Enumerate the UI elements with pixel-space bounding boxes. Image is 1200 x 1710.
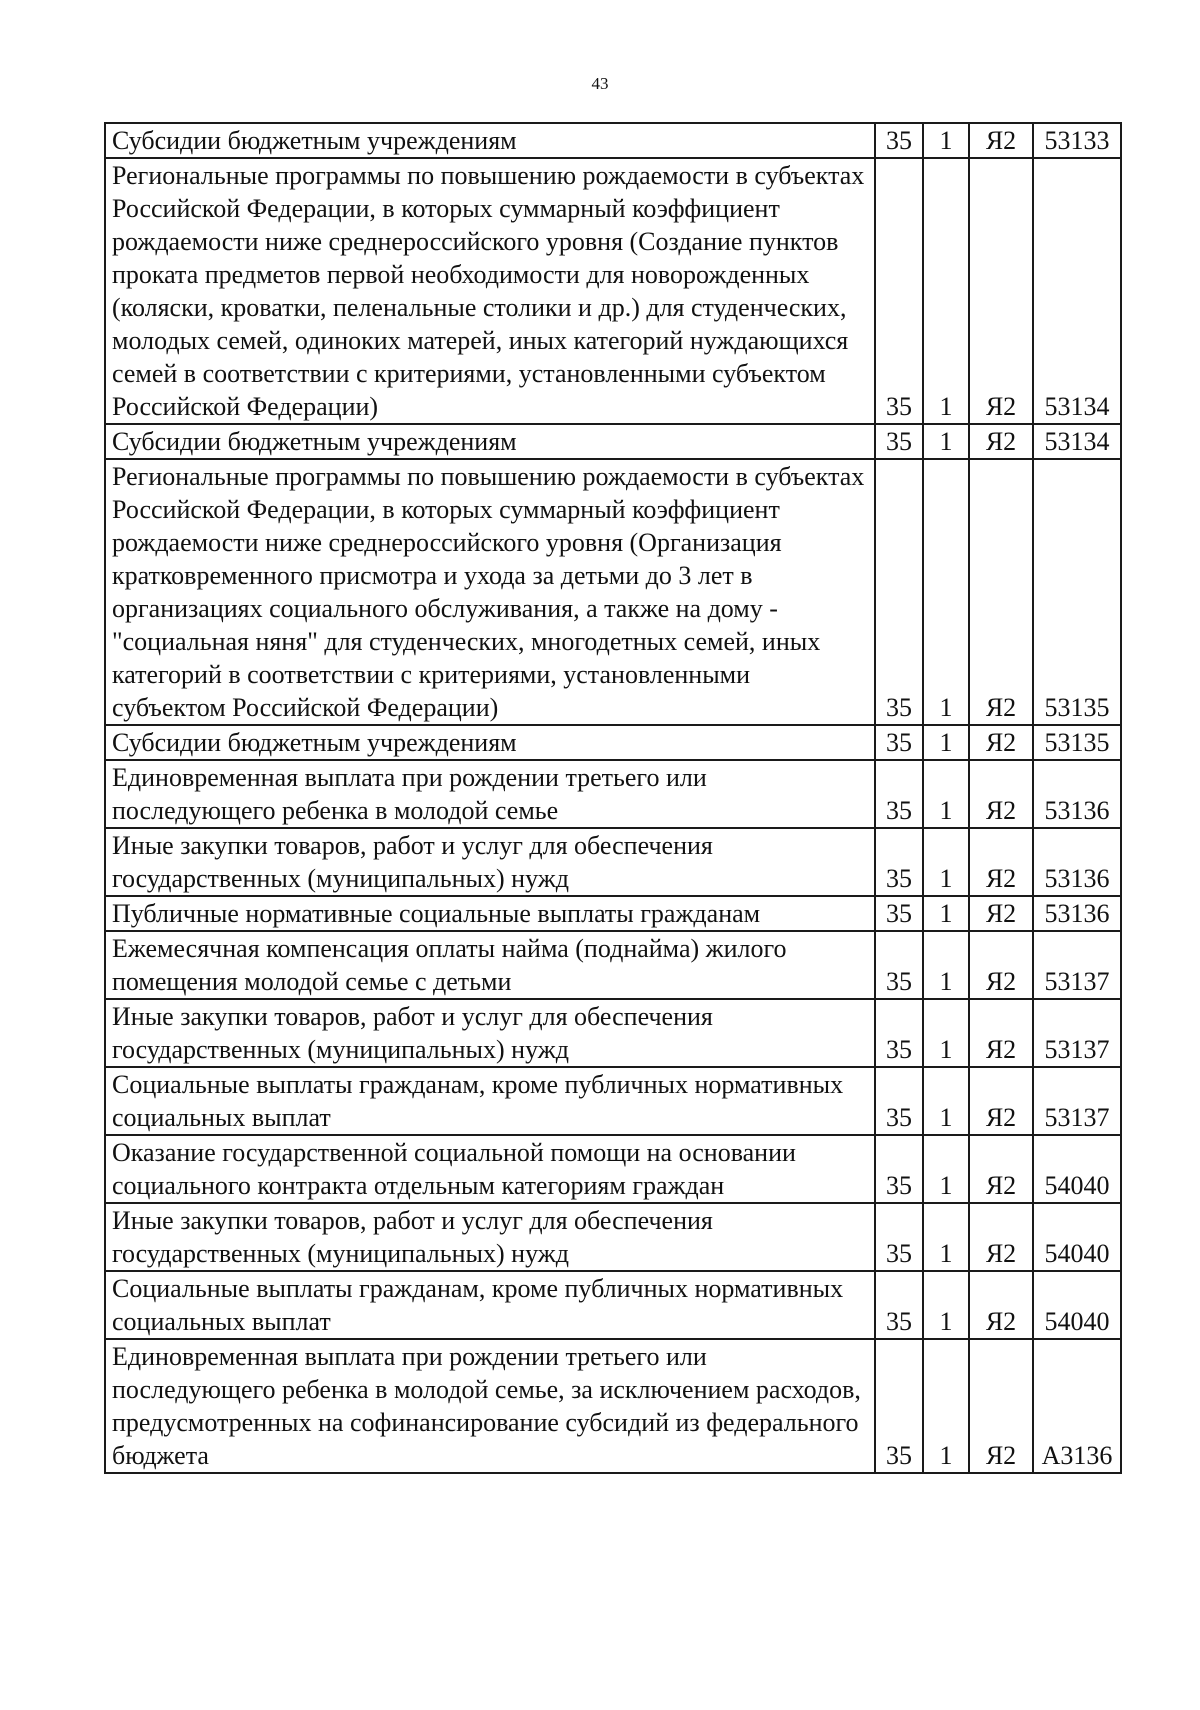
target-code: 53136 xyxy=(1033,760,1121,828)
section-code: 35 xyxy=(875,1271,923,1339)
program-code: Я2 xyxy=(969,828,1033,896)
table-row xyxy=(105,1339,1121,1473)
table-row xyxy=(105,158,1121,424)
subsection-code: 1 xyxy=(923,424,969,459)
target-code: 53137 xyxy=(1033,999,1121,1067)
program-code: Я2 xyxy=(969,123,1033,158)
table-row xyxy=(105,828,1121,896)
section-code: 35 xyxy=(875,424,923,459)
target-code: 53137 xyxy=(1033,931,1121,999)
program-code: Я2 xyxy=(969,158,1033,424)
table-row xyxy=(105,1203,1121,1271)
expense-item-name: Оказание государственной социальной помощи на основании социального контракта отдельным категориям граждан xyxy=(105,1135,875,1203)
section-code: 35 xyxy=(875,1135,923,1203)
expense-item-name: Публичные нормативные социальные выплаты гражданам xyxy=(105,896,875,931)
expense-item-name: Иные закупки товаров, работ и услуг для обеспечения государственных (муниципальных) нужд xyxy=(105,1203,875,1271)
subsection-code: 1 xyxy=(923,725,969,760)
target-code: 53134 xyxy=(1033,424,1121,459)
target-code: 53136 xyxy=(1033,828,1121,896)
subsection-code: 1 xyxy=(923,459,969,725)
table-row xyxy=(105,725,1121,760)
target-code: 54040 xyxy=(1033,1203,1121,1271)
expense-item-name: Социальные выплаты гражданам, кроме публичных нормативных социальных выплат xyxy=(105,1067,875,1135)
subsection-code: 1 xyxy=(923,123,969,158)
section-code: 35 xyxy=(875,725,923,760)
target-code: 53135 xyxy=(1033,459,1121,725)
section-code: 35 xyxy=(875,459,923,725)
table-row xyxy=(105,459,1121,725)
section-code: 35 xyxy=(875,828,923,896)
section-code: 35 xyxy=(875,931,923,999)
program-code: Я2 xyxy=(969,1339,1033,1473)
section-code: 35 xyxy=(875,123,923,158)
table-row xyxy=(105,896,1121,931)
expense-item-name: Иные закупки товаров, работ и услуг для обеспечения государственных (муниципальных) нужд xyxy=(105,828,875,896)
expense-item-name: Региональные программы по повышению рождаемости в субъектах Российской Федерации, в которых суммарный коэффициент рождаемости ниже среднероссийского уровня (Организация кратковременного присмотра и ухода за детьми до 3 лет в организациях социального обслуживания, а также на дому - "социальная няня" для студенческих, многодетных семей, иных категорий в соответствии с критериями, установленными субъектом Российской Федерации) xyxy=(105,459,875,725)
subsection-code: 1 xyxy=(923,896,969,931)
program-code: Я2 xyxy=(969,1271,1033,1339)
table-row xyxy=(105,931,1121,999)
subsection-code: 1 xyxy=(923,999,969,1067)
target-code: 53135 xyxy=(1033,725,1121,760)
section-code: 35 xyxy=(875,1203,923,1271)
table-row xyxy=(105,760,1121,828)
section-code: 35 xyxy=(875,999,923,1067)
expense-item-name: Субсидии бюджетным учреждениям xyxy=(105,725,875,760)
subsection-code: 1 xyxy=(923,1271,969,1339)
expense-item-name: Социальные выплаты гражданам, кроме публичных нормативных социальных выплат xyxy=(105,1271,875,1339)
program-code: Я2 xyxy=(969,725,1033,760)
table-body xyxy=(105,123,1121,1473)
table-row xyxy=(105,123,1121,158)
target-code: А3136 xyxy=(1033,1339,1121,1473)
target-code: 53137 xyxy=(1033,1067,1121,1135)
expense-item-name: Субсидии бюджетным учреждениям xyxy=(105,424,875,459)
table-row xyxy=(105,424,1121,459)
budget-classification-table xyxy=(104,122,1122,1474)
section-code: 35 xyxy=(875,760,923,828)
subsection-code: 1 xyxy=(923,1067,969,1135)
target-code: 53134 xyxy=(1033,158,1121,424)
subsection-code: 1 xyxy=(923,1135,969,1203)
program-code: Я2 xyxy=(969,760,1033,828)
program-code: Я2 xyxy=(969,999,1033,1067)
target-code: 53133 xyxy=(1033,123,1121,158)
expense-item-name: Иные закупки товаров, работ и услуг для обеспечения государственных (муниципальных) нужд xyxy=(105,999,875,1067)
expense-item-name: Ежемесячная компенсация оплаты найма (поднайма) жилого помещения молодой семье с детьми xyxy=(105,931,875,999)
expense-item-name: Субсидии бюджетным учреждениям xyxy=(105,123,875,158)
program-code: Я2 xyxy=(969,1203,1033,1271)
program-code: Я2 xyxy=(969,931,1033,999)
subsection-code: 1 xyxy=(923,760,969,828)
subsection-code: 1 xyxy=(923,158,969,424)
section-code: 35 xyxy=(875,1067,923,1135)
program-code: Я2 xyxy=(969,459,1033,725)
target-code: 53136 xyxy=(1033,896,1121,931)
table-row xyxy=(105,999,1121,1067)
section-code: 35 xyxy=(875,896,923,931)
subsection-code: 1 xyxy=(923,1203,969,1271)
expense-item-name: Единовременная выплата при рождении третьего или последующего ребенка в молодой семье, за исключением расходов, предусмотренных на софинансирование субсидий из федерального бюджета xyxy=(105,1339,875,1473)
section-code: 35 xyxy=(875,1339,923,1473)
table-row xyxy=(105,1067,1121,1135)
page-number: 43 xyxy=(591,74,609,93)
subsection-code: 1 xyxy=(923,931,969,999)
target-code: 54040 xyxy=(1033,1135,1121,1203)
program-code: Я2 xyxy=(969,896,1033,931)
program-code: Я2 xyxy=(969,1067,1033,1135)
subsection-code: 1 xyxy=(923,828,969,896)
expense-item-name: Региональные программы по повышению рождаемости в субъектах Российской Федерации, в которых суммарный коэффициент рождаемости ниже среднероссийского уровня (Создание пунктов проката предметов первой необходимости для новорожденных (коляски, кроватки, пеленальные столики и др.) для студенческих, молодых семей, одиноких матерей, иных категорий нуждающихся семей в соответствии с критериями, установленными субъектом Российской Федерации) xyxy=(105,158,875,424)
program-code: Я2 xyxy=(969,424,1033,459)
section-code: 35 xyxy=(875,158,923,424)
table-row xyxy=(105,1135,1121,1203)
expense-item-name: Единовременная выплата при рождении третьего или последующего ребенка в молодой семье xyxy=(105,760,875,828)
table-row xyxy=(105,1271,1121,1339)
target-code: 54040 xyxy=(1033,1271,1121,1339)
subsection-code: 1 xyxy=(923,1339,969,1473)
program-code: Я2 xyxy=(969,1135,1033,1203)
